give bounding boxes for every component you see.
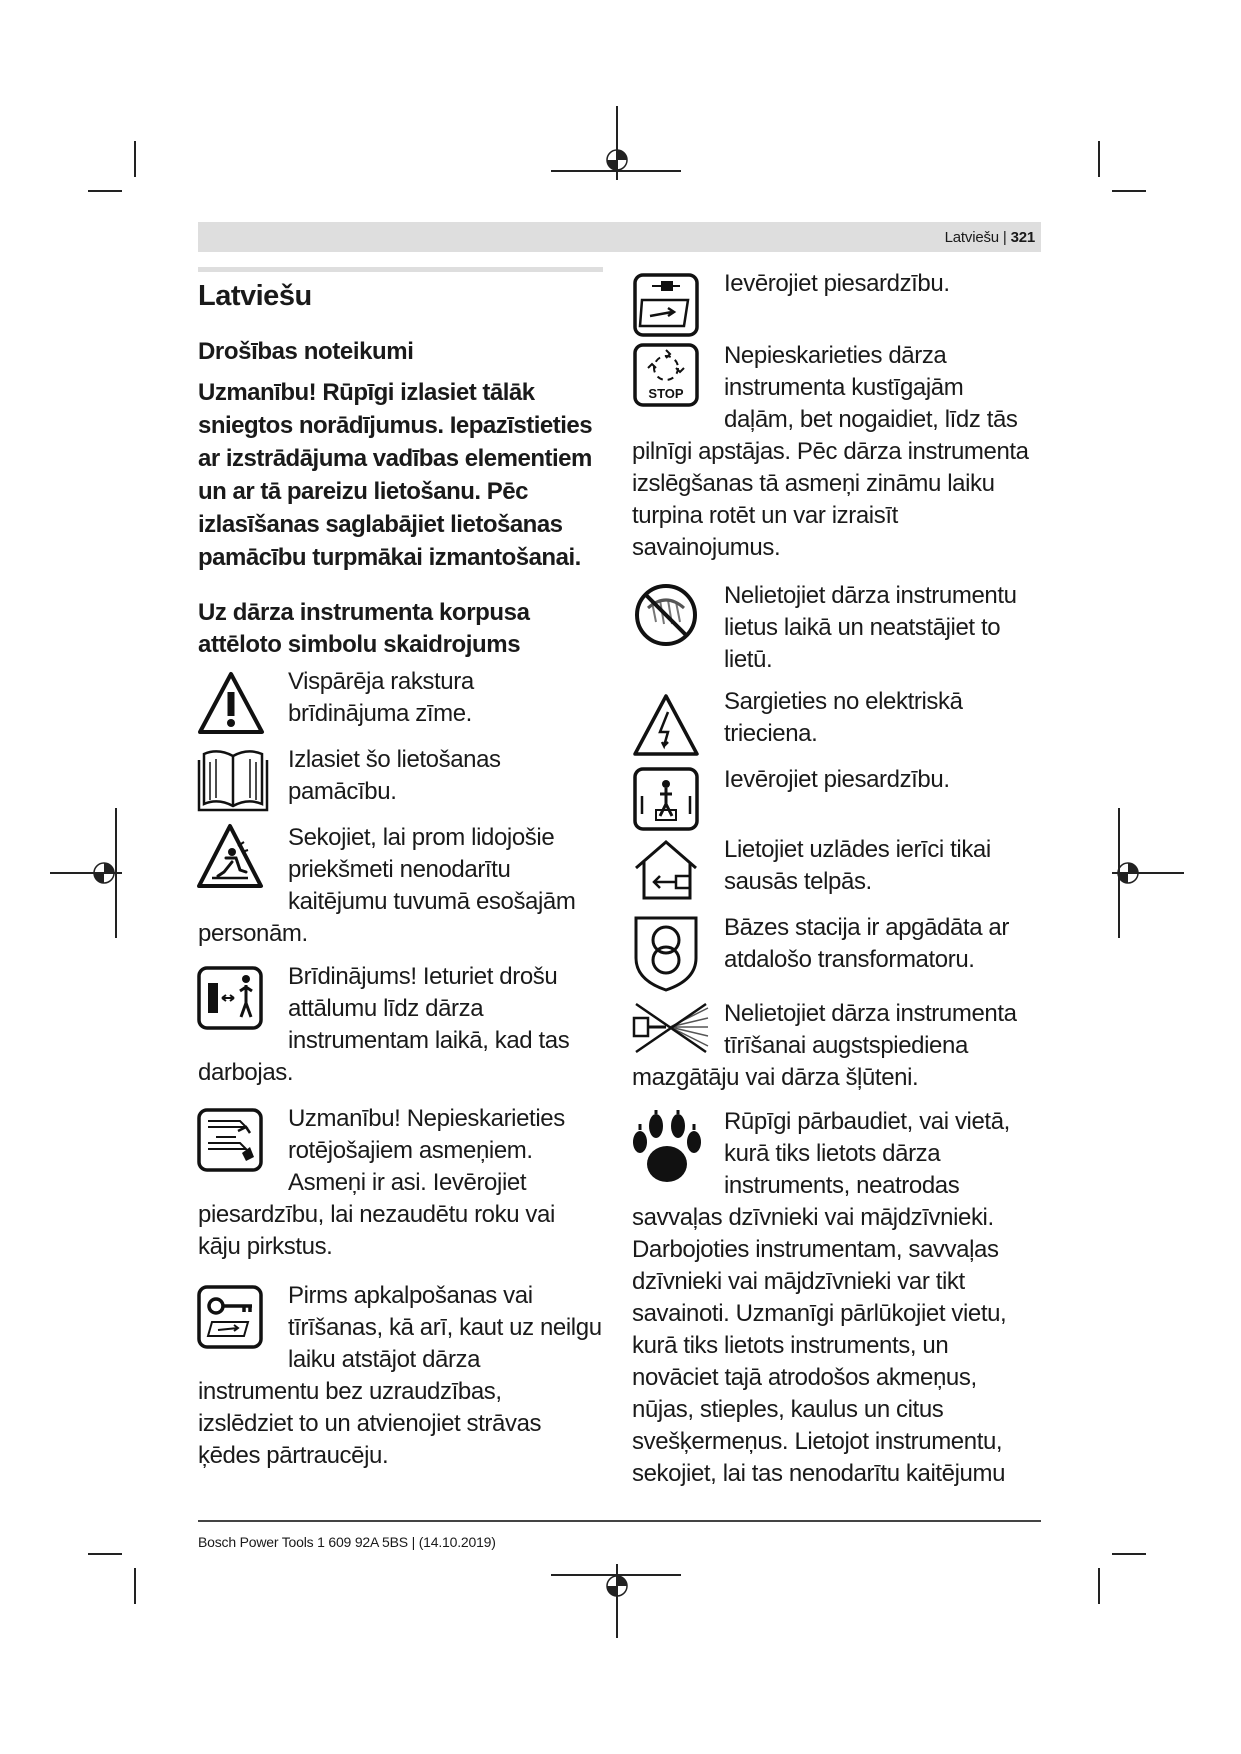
right-item-2-line6: turpina rotēt un var izraisīt (632, 502, 898, 529)
left-item-5-line5: kāju pirkstus. (198, 1233, 333, 1260)
left-item-5-line1: Uzmanību! Nepieskarieties (288, 1105, 565, 1132)
flying-objects-icon (196, 822, 264, 890)
right-item-4-line2: trieciena. (724, 720, 818, 747)
safety-heading: Drošības noteikumi (198, 338, 414, 365)
left-item-6-line5: izslēdziet to un atvienojiet strāvas (198, 1410, 542, 1437)
right-item-8-line1: Nelietojiet dārza instrumenta (724, 1000, 1017, 1027)
right-item-9-line12: sekojiet, lai tas nenodarītu kaitējumu (632, 1460, 1006, 1487)
header-band (198, 222, 1041, 252)
left-item-6-line2: tīrīšanas, kā arī, kaut uz neilgu (288, 1314, 602, 1341)
section-title: Latviešu (198, 280, 312, 312)
manual-book-icon (196, 746, 270, 814)
right-item-2-line5: izslēgšanas tā asmeņi zināmu laiku (632, 470, 995, 497)
left-item-1-line2: brīdinājuma zīme. (288, 700, 472, 727)
left-item-5-line4: piesardzību, lai nezaudētu roku vai (198, 1201, 555, 1228)
right-item-3-line2: lietus laikā un neatstājiet to (724, 614, 1001, 641)
right-item-1-line1: Ievērojiet piesardzību. (724, 270, 950, 297)
right-item-9-line5: Darbojoties instrumentam, savvaļas (632, 1236, 999, 1263)
symbols-heading-line1: Uz dārza instrumenta korpusa (198, 599, 530, 626)
svg-text:STOP: STOP (648, 386, 684, 401)
left-item-3-line3: kaitējumu tuvumā esošajām (288, 888, 576, 915)
left-item-5-line3: Asmeņi ir asi. Ievērojiet (288, 1169, 527, 1196)
registration-mark-icon (603, 1572, 631, 1600)
left-item-2-line1: Izlasiet šo lietošanas (288, 746, 501, 773)
column-rule (198, 267, 603, 272)
left-item-6-line3: laiku atstājot dārza (288, 1346, 481, 1373)
left-item-4-line4: darbojas. (198, 1059, 294, 1086)
right-item-3-line3: lietū. (724, 646, 773, 673)
page-header: Latviešu | 321 (944, 229, 1035, 246)
left-item-6-line1: Pirms apkalpošanas vai (288, 1282, 533, 1309)
careful-manual-icon (632, 272, 700, 338)
right-item-9-line4: savvaļas dzīvnieki vai mājdzīvnieki. (632, 1204, 994, 1231)
right-item-9-line9: novāciet tajā atrodošos akmeņus, (632, 1364, 977, 1391)
safe-distance-icon (196, 965, 264, 1031)
left-item-5-line2: rotējošajiem asmeņiem. (288, 1137, 533, 1164)
right-item-9-line11: svešķermeņus. Lietojot instrumentu, (632, 1428, 1003, 1455)
right-item-4-line1: Sargieties no elektriskā (724, 688, 963, 715)
electric-shock-icon (632, 692, 700, 758)
left-item-3-line4: personām. (198, 920, 308, 947)
right-item-6-line2: sausās telpās. (724, 868, 872, 895)
warning-paragraph: Uzmanību! Rūpīgi izlasiet tālāk sniegtos norādījumus. Iepazīstieties ar izstrādājuma vadības elementiem un ar tā pareizu lietošanu. Pēc izlasīšanas saglabājiet lietošanas pamācību turpmākai izmantošanai. (198, 379, 593, 571)
registration-mark-icon (1114, 859, 1142, 887)
right-item-9-line2: kurā tiks lietots dārza (724, 1140, 941, 1167)
right-item-9-line8: kurā tiks lietots instruments, un (632, 1332, 949, 1359)
left-item-4-line1: Brīdinājums! Ieturiet drošu (288, 963, 558, 990)
right-item-2-line1: Nepieskarieties dārza (724, 342, 947, 369)
registration-mark-icon (603, 146, 631, 174)
header-section: Latviešu (944, 229, 999, 246)
right-item-9-line6: dzīvnieki vai mājdzīvnieki var tikt (632, 1268, 965, 1295)
right-item-2-line4: pilnīgi apstājas. Pēc dārza instrumenta (632, 438, 1029, 465)
left-item-6-line6: ķēdes pārtraucēju. (198, 1442, 389, 1469)
right-item-7-line2: atdalošo transformatoru. (724, 946, 975, 973)
right-item-3-line1: Nelietojiet dārza instrumentu (724, 582, 1017, 609)
no-rain-icon (632, 582, 700, 648)
right-item-8-line2: tīrīšanai augstspiediena (724, 1032, 968, 1059)
right-item-9-line3: instruments, neatrodas (724, 1172, 960, 1199)
symbols-heading-line2: attēloto simbolu skaidrojums (198, 631, 521, 658)
key-maintenance-icon (196, 1284, 264, 1350)
left-item-4-line3: instrumentam laikā, kad tas (288, 1027, 570, 1054)
right-item-7-line1: Bāzes stacija ir apgādāta ar (724, 914, 1009, 941)
left-item-2-line2: pamācību. (288, 778, 397, 805)
footer-rule (198, 1520, 1041, 1522)
right-item-8-line3: mazgātāju vai dārza šļūteni. (632, 1064, 919, 1091)
right-item-9-line7: savainoti. Uzmanīgi pārlūkojiet vietu, (632, 1300, 1007, 1327)
indoor-charging-icon (630, 838, 702, 902)
left-item-3-line1: Sekojiet, lai prom lidojošie (288, 824, 555, 851)
left-item-3-line2: priekšmeti nenodarītu (288, 856, 511, 883)
right-item-9-line10: nūjas, stieples, kaulus un citus (632, 1396, 944, 1423)
left-item-1-line1: Vispārēja rakstura (288, 668, 474, 695)
right-item-6-line1: Lietojiet uzlādes ierīci tikai (724, 836, 991, 863)
rotating-blades-icon (196, 1107, 264, 1173)
right-item-2-line2: instrumenta kustīgajām (724, 374, 964, 401)
right-item-2-line7: savainojumus. (632, 534, 781, 561)
right-item-5-line1: Ievērojiet piesardzību. (724, 766, 950, 793)
stop-rotation-icon (632, 342, 700, 408)
right-item-9-line1: Rūpīgi pārbaudiet, vai vietā, (724, 1108, 1010, 1135)
mower-caution-icon (632, 766, 700, 832)
right-item-2-line3: daļām, bet nogaidiet, līdz tās (724, 406, 1018, 433)
registration-mark-icon (90, 859, 118, 887)
animal-paw-icon (630, 1110, 704, 1186)
left-item-6-line4: instrumentu bez uzraudzības, (198, 1378, 502, 1405)
page-number: 321 (1010, 229, 1035, 246)
footer-text: Bosch Power Tools 1 609 92A 5BS | (14.10.2019) (198, 1534, 496, 1550)
warning-triangle-icon (197, 670, 265, 736)
left-item-4-line2: attālumu līdz dārza (288, 995, 484, 1022)
transformer-icon (630, 914, 702, 994)
no-pressure-washer-icon (630, 998, 712, 1056)
